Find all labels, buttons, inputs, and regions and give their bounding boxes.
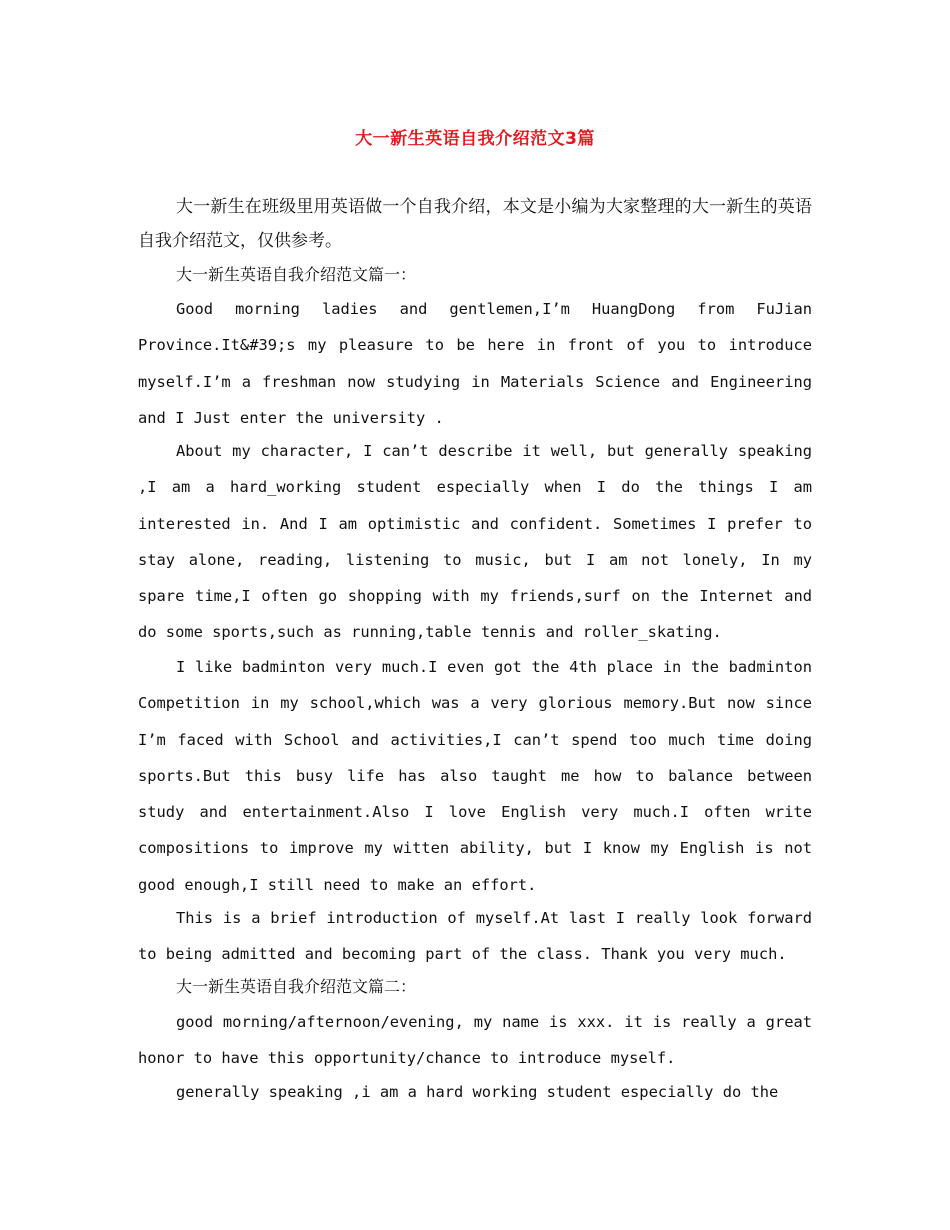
section-2-heading-wrap [138, 970, 812, 1004]
section-2-body-2 [138, 1074, 812, 1110]
intro-paragraph: 大一新生在班级里用英语做一个自我介绍，本文是小编为大家整理的大一新生的英语自我介绍范文，仅供参考。 [138, 197, 812, 251]
section-heading-1: 大一新生英语自我介绍范文篇一： [176, 265, 417, 284]
document-title: 大一新生英语自我介绍范文3篇 [355, 129, 595, 149]
paragraph: generally speaking ,i am a hard working student especially do the [176, 1083, 779, 1101]
section-1-body [138, 291, 812, 436]
section-heading-2: 大一新生英语自我介绍范文篇二： [176, 977, 417, 996]
section-2-body [138, 1004, 812, 1077]
paragraph: Good morning ladies and gentlemen,I’m HuangDong from FuJian Province.It&#39;s my pleasure to be here in front of you to introduce myself.I’m a freshman now studying in Materials Science and Engineering and I Just enter the university . [138, 300, 812, 427]
paragraph: This is a brief introduction of myself.At last I really look forward to being admitted and becoming part of the class. Thank you very much. [138, 909, 812, 964]
paragraph: good morning/afternoon/evening, my name is xxx. it is really a great honor to have this opportunity/chance to introduce myself. [138, 1013, 812, 1068]
section-1-body-4 [138, 900, 812, 973]
section-1-body-2 [138, 433, 812, 651]
paragraph: About my character, I can’t describe it well, but generally speaking ,I am a hard_working student especially when I do the things I am interested in. And I am optimistic and confident. Sometimes I prefer to stay alone, reading, listening to music, but I am not lonely, In my spare time,I often go shopping with my friends,surf on the Internet and do some sports,such as running,table tennis and roller_skating. [138, 442, 812, 642]
document-body [138, 190, 812, 292]
paragraph: I like badminton very much.I even got the 4th place in the badminton Competition in my school,which was a very glorious memory.But now since I’m faced with School and activities,I can’t spend too much time doing sports.But this busy life has also taught me how to balance between study and entertainment.Also I love English very much.I often write compositions to improve my witten ability, but I know my English is not good enough,I still need to make an effort. [138, 658, 812, 894]
section-1-body-3 [138, 649, 812, 903]
